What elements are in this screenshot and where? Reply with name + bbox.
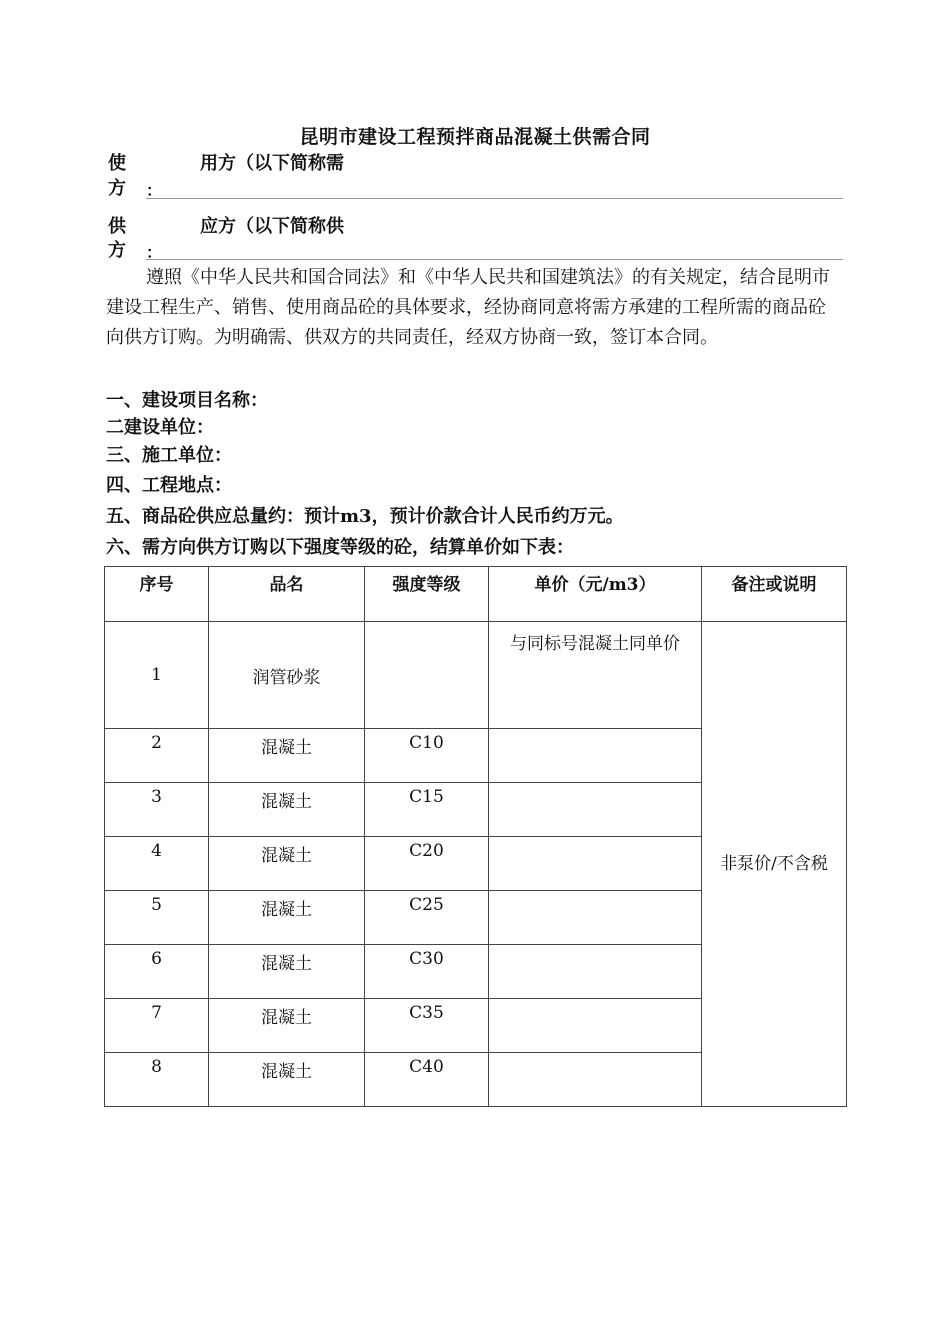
cell-no: 2: [105, 729, 209, 783]
header-price: 单价（元/m3）: [489, 567, 702, 622]
cell-grade: C30: [365, 945, 489, 999]
clause-project-name: 一、建设项目名称：: [106, 390, 268, 411]
cell-grade: C35: [365, 999, 489, 1053]
buyer-label-text: 用方（以下简称需: [200, 153, 344, 174]
cell-no: 7: [105, 999, 209, 1053]
cell-grade: C25: [365, 891, 489, 945]
cell-grade: C20: [365, 837, 489, 891]
cell-no: 5: [105, 891, 209, 945]
cell-grade: C10: [365, 729, 489, 783]
supplier-colon: ：: [146, 243, 163, 262]
clause-location: 四、工程地点：: [106, 475, 232, 496]
cell-name: 混凝土: [209, 999, 365, 1053]
table-header-row: [105, 567, 847, 622]
note-text: 非泵价/不含税: [720, 854, 828, 874]
header-name: 品名: [209, 567, 365, 622]
cell-price: [489, 783, 702, 837]
intro-text: 遵照《中华人民共和国合同法》和《中华人民共和国建筑法》的有关规定，结合昆明市建设工程生产、销售、使用商品砼的具体要求，经协商同意将需方承建的工程所需的商品砼向供方订购。为明确需、供双方的共同责任，经双方协商一致，签订本合同。: [106, 267, 830, 348]
cell-grade: C40: [365, 1053, 489, 1107]
clause-price-table: 六、需方向供方订购以下强度等级的砼，结算单价如下表：: [106, 537, 574, 558]
document-title: 昆明市建设工程预拌商品混凝土供需合同: [299, 126, 651, 148]
cell-no: 4: [105, 837, 209, 891]
cell-price: [489, 1053, 702, 1107]
cell-price: [489, 622, 702, 729]
buyer-colon: ：: [146, 181, 163, 200]
header-note: 备注或说明: [702, 567, 847, 622]
table-row: [105, 622, 847, 729]
clause-construction-unit: 二建设单位：: [106, 417, 214, 438]
supplier-label-char2: 方: [108, 240, 126, 261]
supplier-name-line: [146, 259, 843, 260]
cell-no: 8: [105, 1053, 209, 1107]
cell-grade: [365, 622, 489, 729]
buyer-label-char1: 使: [108, 153, 126, 174]
cell-name: 混凝土: [209, 837, 365, 891]
cell-name: 混凝土: [209, 1053, 365, 1107]
cell-price: [489, 945, 702, 999]
cell-no: 1: [105, 622, 209, 729]
cell-price-text: 与同标号混凝土同单价: [510, 634, 680, 654]
cell-grade: C15: [365, 783, 489, 837]
cell-price: [489, 837, 702, 891]
supplier-label-char1: 供: [108, 216, 126, 237]
clause-total-volume: 五、商品砼供应总量约：预计m3，预计价款合计人民币约万元。: [106, 506, 624, 527]
cell-no: 6: [105, 945, 209, 999]
cell-name: 润管砂浆: [209, 622, 365, 729]
header-no: 序号: [105, 567, 209, 622]
cell-price: [489, 729, 702, 783]
buyer-name-line: [146, 198, 843, 199]
intro-paragraph: [106, 263, 841, 353]
cell-price: [489, 891, 702, 945]
cell-name: 混凝土: [209, 945, 365, 999]
cell-price: [489, 999, 702, 1053]
cell-note: [702, 622, 847, 1107]
price-table: [104, 566, 847, 1107]
cell-no: 3: [105, 783, 209, 837]
cell-name: 混凝土: [209, 783, 365, 837]
header-grade: 强度等级: [365, 567, 489, 622]
buyer-label-char2: 方: [108, 178, 126, 199]
supplier-label-text: 应方（以下简称供: [200, 216, 344, 237]
clause-contractor: 三、施工单位：: [106, 445, 232, 466]
cell-name: 混凝土: [209, 729, 365, 783]
cell-name: 混凝土: [209, 891, 365, 945]
